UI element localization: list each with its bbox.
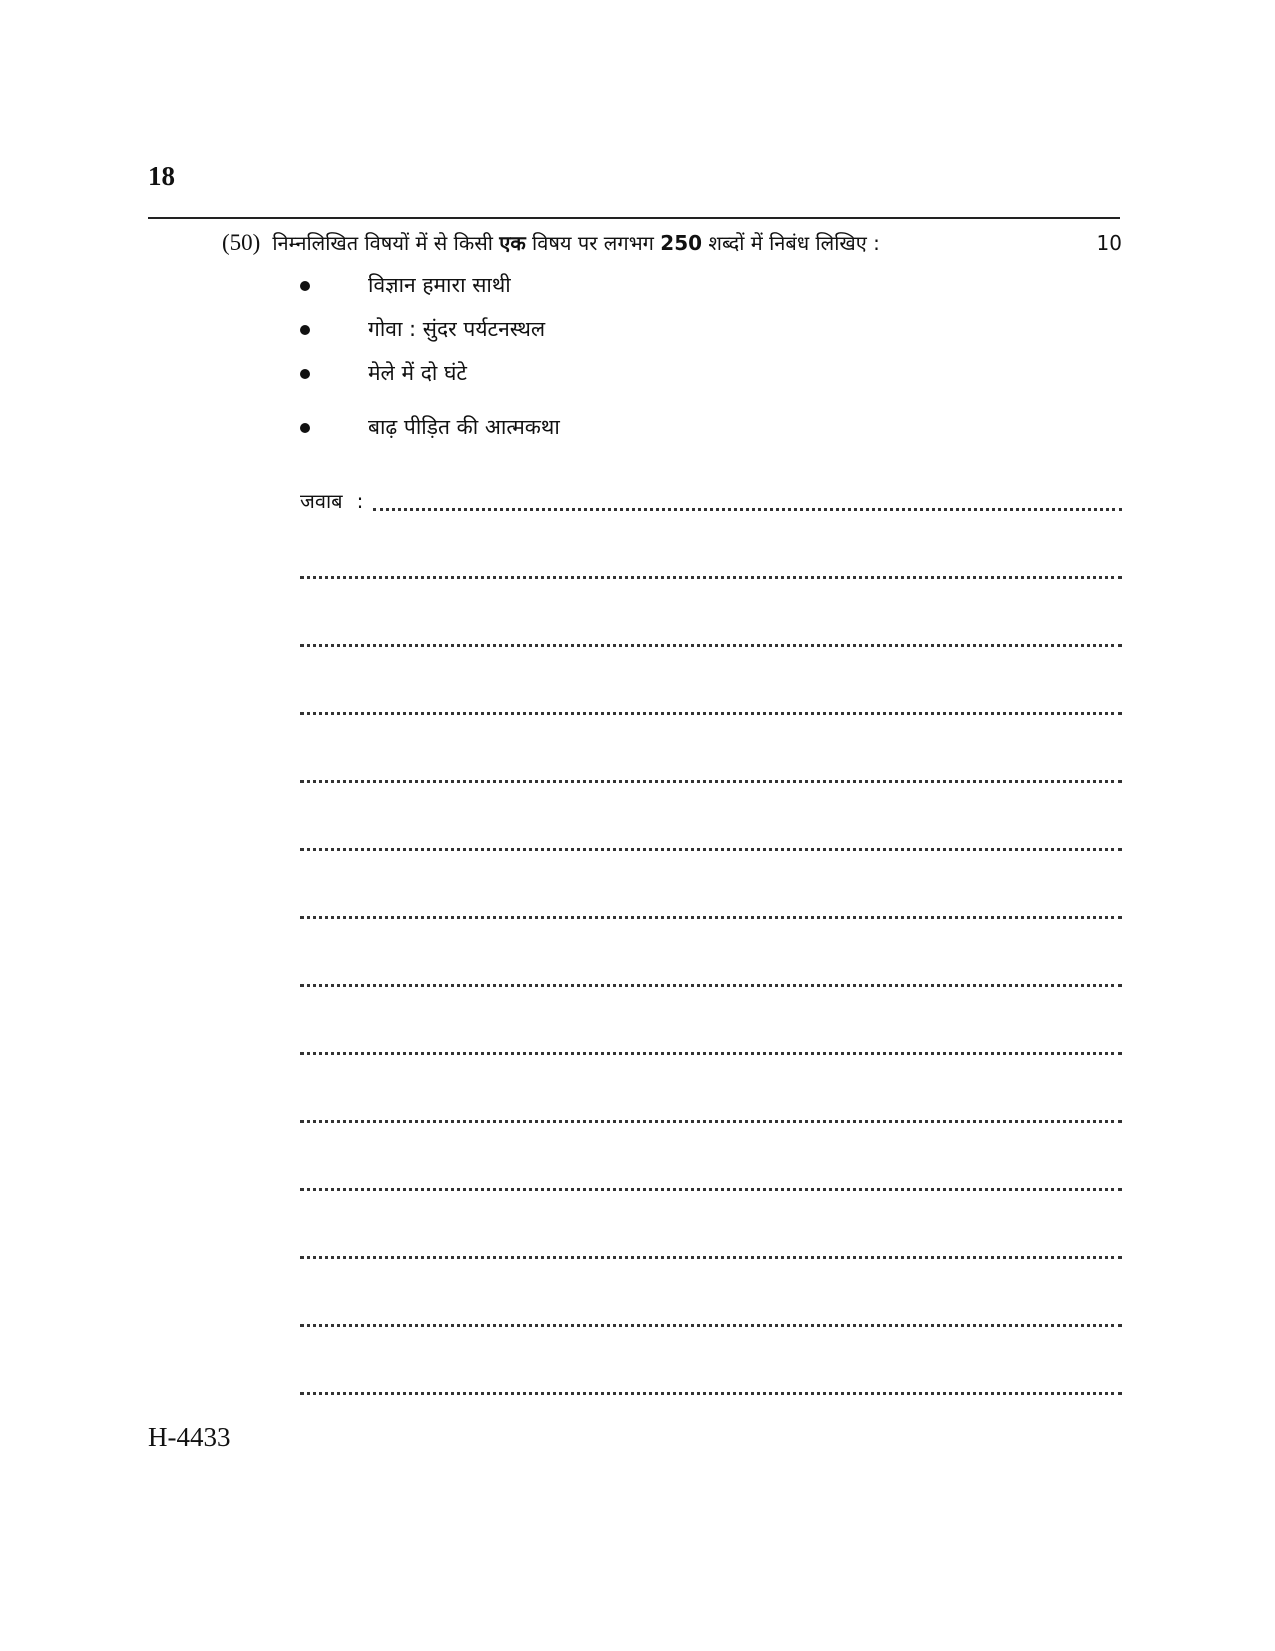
answer-row bbox=[300, 622, 1122, 652]
answer-row bbox=[300, 690, 1122, 720]
answer-line[interactable] bbox=[300, 644, 1122, 647]
question-text-after: शब्दों में निबंध लिखिए : bbox=[702, 231, 880, 255]
bullet-icon bbox=[300, 281, 310, 291]
answer-line[interactable] bbox=[300, 712, 1122, 715]
answer-row bbox=[300, 1030, 1122, 1060]
answer-line[interactable] bbox=[300, 576, 1122, 579]
answer-line[interactable] bbox=[300, 1324, 1122, 1327]
question-emphasis-one: एक bbox=[499, 231, 526, 255]
answer-row bbox=[300, 1302, 1122, 1332]
answer-line[interactable] bbox=[300, 916, 1122, 919]
topic-text: मेले में दो घंटे bbox=[368, 361, 467, 385]
answer-line[interactable] bbox=[300, 1256, 1122, 1259]
question-word-count: 250 bbox=[660, 231, 703, 255]
answer-line[interactable] bbox=[300, 984, 1122, 987]
question-text-before: निम्नलिखित विषयों में से किसी bbox=[272, 231, 500, 255]
answer-line[interactable] bbox=[300, 1052, 1122, 1055]
answer-row bbox=[300, 1370, 1122, 1400]
header-rule bbox=[148, 217, 1120, 219]
paper-code: H-4433 bbox=[148, 1422, 231, 1452]
answer-row bbox=[300, 1098, 1122, 1128]
question-marks: 10 bbox=[1096, 231, 1122, 255]
question-text-middle: विषय पर लगभग bbox=[525, 231, 661, 255]
answer-row bbox=[300, 1166, 1122, 1196]
page-number: 18 bbox=[148, 161, 175, 191]
answer-label bbox=[300, 486, 363, 516]
answer-colon: : bbox=[356, 489, 364, 513]
answer-row bbox=[300, 554, 1122, 584]
answer-row bbox=[300, 826, 1122, 856]
answer-line[interactable] bbox=[300, 848, 1122, 851]
answer-line[interactable] bbox=[300, 780, 1122, 783]
answer-line[interactable] bbox=[373, 508, 1122, 511]
question-50 bbox=[222, 228, 1122, 258]
topic-text: विज्ञान हमारा साथी bbox=[368, 273, 511, 297]
answer-row bbox=[300, 1234, 1122, 1264]
answer-row-first bbox=[300, 486, 1122, 516]
topic-text: गोवा : सुंदर पर्यटनस्थल bbox=[368, 317, 546, 341]
answer-row bbox=[300, 758, 1122, 788]
topic-text: बाढ़ पीड़ित की आत्मकथा bbox=[368, 415, 560, 439]
answer-line[interactable] bbox=[300, 1120, 1122, 1123]
answer-line[interactable] bbox=[300, 1188, 1122, 1191]
answer-row bbox=[300, 894, 1122, 924]
answer-line[interactable] bbox=[300, 1392, 1122, 1395]
answer-row bbox=[300, 962, 1122, 992]
bullet-icon bbox=[300, 325, 310, 335]
bullet-icon bbox=[300, 369, 310, 379]
answer-area bbox=[300, 486, 1122, 1438]
question-number: (50) bbox=[222, 230, 261, 255]
bullet-icon bbox=[300, 423, 310, 433]
answer-label-text: जवाब bbox=[300, 489, 343, 513]
